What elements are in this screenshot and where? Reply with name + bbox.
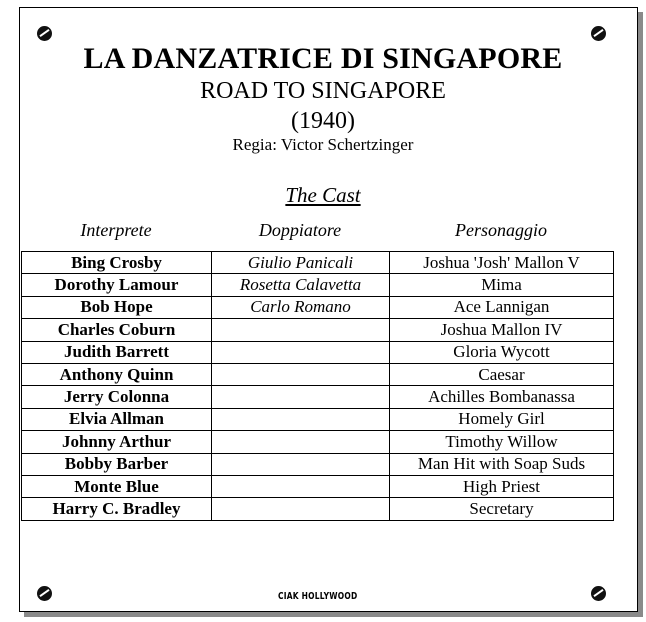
table-row (22, 408, 614, 430)
director: Regia: Victor Schertzinger (232, 135, 414, 154)
character-cell: Homely Girl (390, 408, 614, 430)
table-row (22, 319, 614, 341)
character-cell: Joshua 'Josh' Mallon V (390, 252, 614, 274)
screw-icon (37, 586, 52, 601)
dubber-cell (212, 408, 390, 430)
dubber-cell (212, 475, 390, 497)
cast-heading: The Cast (285, 183, 361, 207)
screw-icon (591, 26, 606, 41)
actor-cell: Jerry Colonna (22, 386, 212, 408)
dubber-cell (212, 498, 390, 520)
actor-cell: Bobby Barber (22, 453, 212, 475)
actor-cell: Bing Crosby (22, 252, 212, 274)
table-row (22, 498, 614, 520)
character-cell: Mima (390, 274, 614, 296)
character-cell: Caesar (390, 363, 614, 385)
dubber-cell (212, 386, 390, 408)
table-row (22, 386, 614, 408)
character-cell: Timothy Willow (390, 431, 614, 453)
character-cell: High Priest (390, 475, 614, 497)
year: (1940) (291, 108, 355, 134)
actor-cell: Dorothy Lamour (22, 274, 212, 296)
column-header-dubber: Doppiatore (258, 220, 342, 240)
dubber-cell (212, 453, 390, 475)
table-row (22, 274, 614, 296)
character-cell: Joshua Mallon IV (390, 319, 614, 341)
dubber-cell (212, 431, 390, 453)
actor-cell: Charles Coburn (22, 319, 212, 341)
original-title: ROAD TO SINGAPORE (200, 78, 446, 104)
character-cell: Man Hit with Soap Suds (390, 453, 614, 475)
column-header-character: Personaggio (455, 220, 547, 240)
actor-cell: Monte Blue (22, 475, 212, 497)
table-row (22, 341, 614, 363)
character-cell: Gloria Wycott (390, 341, 614, 363)
actor-cell: Bob Hope (22, 296, 212, 318)
dubber-cell: Giulio Panicali (212, 252, 390, 274)
dubber-cell: Rosetta Calavetta (212, 274, 390, 296)
actor-cell: Judith Barrett (22, 341, 212, 363)
table-row (22, 453, 614, 475)
character-cell: Ace Lannigan (390, 296, 614, 318)
screw-icon (591, 586, 606, 601)
screw-icon (37, 26, 52, 41)
page-title: LA DANZATRICE DI SINGAPORE (83, 42, 563, 75)
ciak-hollywood-logo: CIAK HOLLYWOOD (278, 591, 358, 602)
dubber-cell (212, 319, 390, 341)
table-row (22, 363, 614, 385)
table-row (22, 252, 614, 274)
dubber-cell (212, 341, 390, 363)
table-row (22, 296, 614, 318)
column-header-actor: Interprete (80, 220, 152, 240)
character-cell: Secretary (390, 498, 614, 520)
actor-cell: Anthony Quinn (22, 363, 212, 385)
table-row (22, 475, 614, 497)
table-row (22, 431, 614, 453)
actor-cell: Harry C. Bradley (22, 498, 212, 520)
dubber-cell (212, 363, 390, 385)
cast-table (21, 251, 614, 521)
actor-cell: Elvia Allman (22, 408, 212, 430)
character-cell: Achilles Bombanassa (390, 386, 614, 408)
plaque-shadow-bottom (24, 612, 643, 617)
dubber-cell: Carlo Romano (212, 296, 390, 318)
actor-cell: Johnny Arthur (22, 431, 212, 453)
